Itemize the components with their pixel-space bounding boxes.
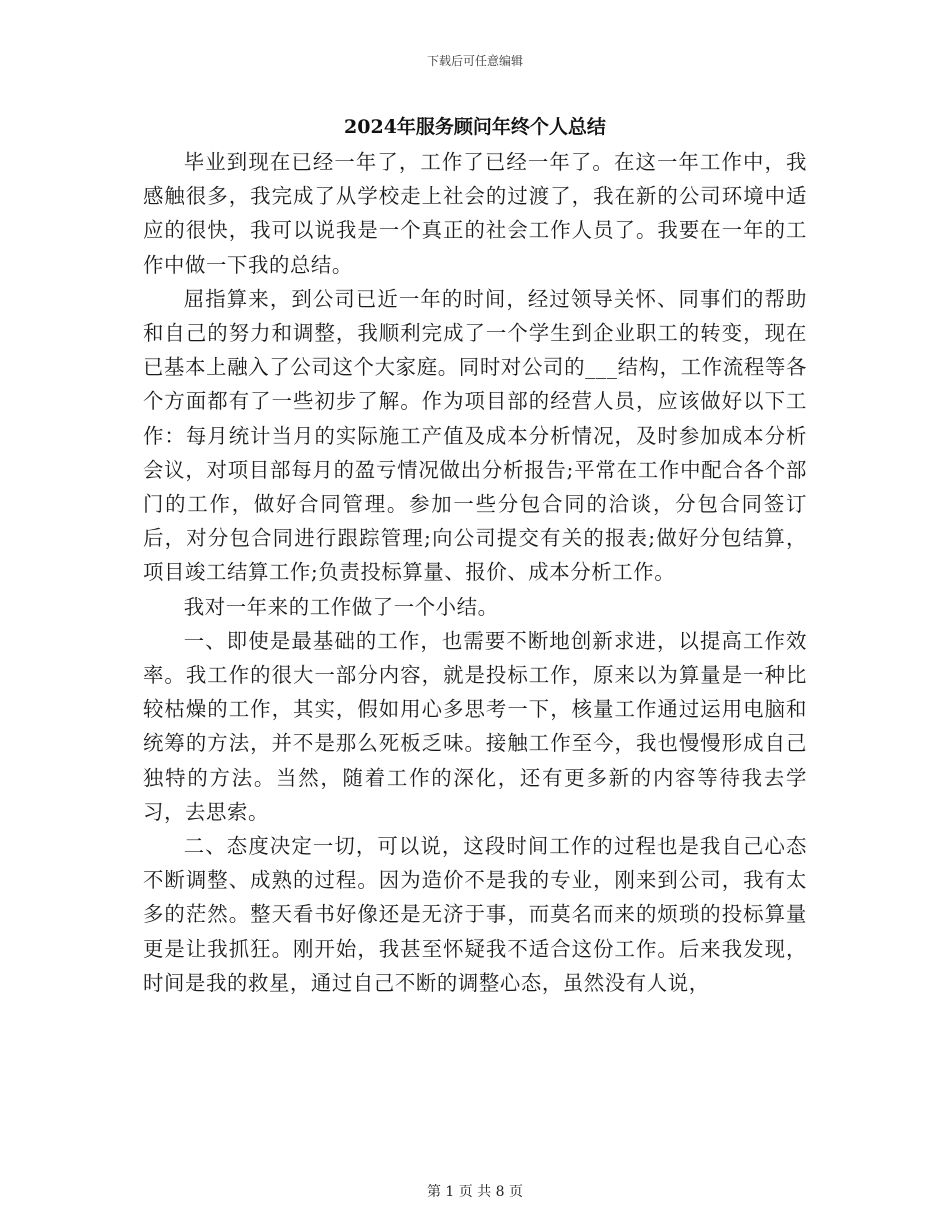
paragraph-point-one: 一、即使是最基础的工作，也需要不断地创新求进，以提高工作效率。我工作的很大一部分内容，就是投标工作，原来以为算量是一种比较枯燥的工作，其实，假如用心多思考一下，核量工作通过运用电脑和统筹的方法，并不是那么死板乏味。接触工作至今，我也慢慢形成自己独特的方法。当然，随着工作的深化，还有更多新的内容等待我去学习，去思索。 [143, 628, 807, 824]
document-title: 2024年服务顾问年终个人总结 [344, 116, 606, 138]
paragraph-summary-intro: 我对一年来的工作做了一个小结。 [183, 594, 499, 619]
document-body [143, 145, 807, 1000]
paragraph-intro: 毕业到现在已经一年了，工作了已经一年了。在这一年工作中，我感触很多，我完成了从学校走上社会的过渡了，我在新的公司环境中适应的很快，我可以说我是一个真正的社会工作人员了。我要在一年的工作中做一下我的总结。 [143, 150, 807, 277]
page-number-footer: 第 1 页 共 8 页 [426, 1184, 524, 1200]
paragraph-point-two: 二、态度决定一切，可以说，这段时间工作的过程也是我自己心态不断调整、成熟的过程。因为造价不是我的专业，刚来到公司，我有太多的茫然。整天看书好像还是无济于事，而莫名而来的烦琐的投标算量更是让我抓狂。刚开始，我甚至怀疑我不适合这份工作。后来我发现，时间是我的救星，通过自己不断的调整心态，虽然没有人说， [143, 834, 807, 995]
page-header-note: 下载后可任意编辑 [426, 54, 523, 68]
paragraph-duties: 屈指算来，到公司已近一年的时间，经过领导关怀、同事们的帮助和自己的努力和调整，我顺利完成了一个学生到企业职工的转变，现在已基本上融入了公司这个大家庭。同时对公司的___结构，工作流程等各个方面都有了一些初步了解。作为项目部的经营人员，应该做好以下工作：每月统计当月的实际施工产值及成本分析情况，及时参加成本分析会议，对项目部每月的盈亏情况做出分析报告;平常在工作中配合各个部门的工作，做好合同管理。参加一些分包合同的洽谈，分包合同签订后，对分包合同进行跟踪管理;向公司提交有关的报表;做好分包结算，项目竣工结算工作;负责投标算量、报价、成本分析工作。 [143, 286, 807, 585]
